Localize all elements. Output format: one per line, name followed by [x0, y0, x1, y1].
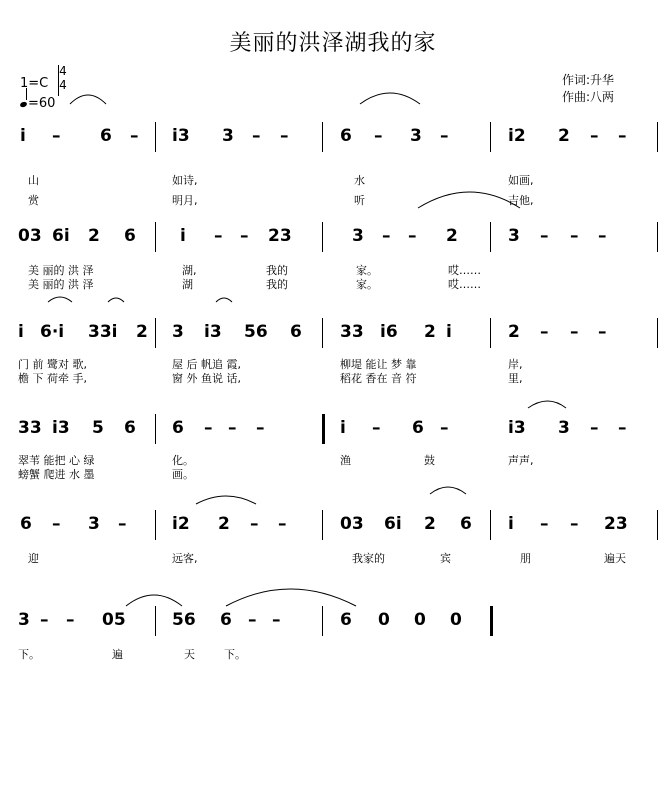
note: i — [446, 322, 452, 342]
note: – — [204, 418, 213, 438]
lyric-line-2: 我的 — [266, 278, 288, 291]
note: 05 — [102, 610, 126, 630]
note: i2 — [508, 126, 526, 146]
note: – — [278, 514, 287, 534]
note: – — [540, 514, 549, 534]
slur — [216, 298, 232, 302]
note: – — [52, 126, 61, 146]
slur — [70, 95, 106, 104]
note: – — [250, 514, 259, 534]
note: 0 — [378, 610, 390, 630]
bar-line — [322, 318, 323, 348]
note: i — [180, 226, 186, 246]
lyric-line-1: 山 — [28, 174, 39, 187]
note: – — [440, 126, 449, 146]
note: – — [280, 126, 289, 146]
slur — [196, 496, 256, 504]
lyric-line-1: 门 前 鹭对 歌, — [18, 358, 87, 371]
note: – — [248, 610, 257, 630]
lyric-line-2: 檐 下 荷牵 手, — [18, 372, 87, 385]
note: 2 — [558, 126, 570, 146]
time-signature-bottom: 4 — [59, 78, 67, 92]
note: 6 — [412, 418, 424, 438]
note: – — [598, 226, 607, 246]
lyric-line-1: 家。 — [356, 264, 378, 277]
key-signature: 1=C — [20, 76, 49, 91]
bar-line — [657, 318, 658, 348]
lyric-line-2: 美 丽的 洪 泽 — [28, 278, 94, 291]
note: – — [118, 514, 127, 534]
note: 3 — [18, 610, 30, 630]
lyric-line-2: 螃蟹 爬进 水 墨 — [18, 468, 95, 481]
note: i6 — [380, 322, 398, 342]
note: – — [540, 322, 549, 342]
lyric-line-1: 我家的 — [352, 552, 385, 565]
lyric-line-1: 屋 后 帆追 霞, — [172, 358, 241, 371]
slur — [226, 589, 356, 606]
lyric-line-1: 渔 — [340, 454, 351, 467]
note: – — [374, 126, 383, 146]
bar-line — [657, 510, 658, 540]
lyric-line-1: 湖, — [182, 264, 197, 277]
note: 2 — [218, 514, 230, 534]
note: 6 — [124, 226, 136, 246]
note: – — [228, 418, 237, 438]
bar-line — [490, 122, 491, 152]
note: – — [618, 126, 627, 146]
note: 6i — [52, 226, 70, 246]
note: – — [252, 126, 261, 146]
note: 3 — [352, 226, 364, 246]
note: 3 — [558, 418, 570, 438]
bar-line — [657, 222, 658, 252]
tempo-value: =60 — [28, 96, 56, 111]
note: i3 — [172, 126, 190, 146]
slur — [108, 298, 124, 302]
note: 6 — [460, 514, 472, 534]
bar-line — [322, 222, 323, 252]
note: – — [590, 418, 599, 438]
note: 33 — [18, 418, 42, 438]
lyric-line-1: 化。 — [172, 454, 194, 467]
note: – — [240, 226, 249, 246]
note: 3 — [222, 126, 234, 146]
double-bar-line — [322, 414, 325, 444]
tempo-marking — [20, 96, 55, 111]
note: 2 — [446, 226, 458, 246]
note: 6 — [100, 126, 112, 146]
note: 23 — [268, 226, 292, 246]
bar-line — [155, 222, 156, 252]
note: – — [272, 610, 281, 630]
slur — [48, 297, 72, 302]
note: 3 — [410, 126, 422, 146]
note: 6 — [220, 610, 232, 630]
slur — [528, 401, 566, 408]
lyric-line-1: 我的 — [266, 264, 288, 277]
note: 6i — [384, 514, 402, 534]
slur — [360, 93, 420, 104]
lyric-line-1: 朋 — [520, 552, 531, 565]
note: – — [40, 610, 49, 630]
note: 2 — [136, 322, 148, 342]
note: – — [382, 226, 391, 246]
note: 6·i — [40, 322, 65, 342]
lyric-line-2: 稻花 香在 音 符 — [340, 372, 417, 385]
note: – — [130, 126, 139, 146]
note: 6 — [172, 418, 184, 438]
note: i2 — [172, 514, 190, 534]
note: – — [52, 514, 61, 534]
note: 33i — [88, 322, 118, 342]
time-signature — [58, 64, 68, 92]
note: 2 — [508, 322, 520, 342]
bar-line — [490, 510, 491, 540]
lyric-line-1: 岸, — [508, 358, 523, 371]
lyric-line-1: 下。 — [18, 648, 40, 661]
quarter-note-icon — [19, 101, 27, 108]
bar-line — [155, 606, 156, 636]
lyric-line-1: 遍 — [112, 648, 123, 661]
double-bar-line — [490, 606, 493, 636]
note: 03 — [18, 226, 42, 246]
note: 33 — [340, 322, 364, 342]
lyric-line-1: 迎 — [28, 552, 39, 565]
note: – — [408, 226, 417, 246]
bar-line — [657, 122, 658, 152]
note: 56 — [172, 610, 196, 630]
bar-line — [490, 222, 491, 252]
lyric-line-2: 家。 — [356, 278, 378, 291]
lyric-line-1: 如诗, — [172, 174, 198, 187]
lyric-line-2: 里, — [508, 372, 523, 385]
lyric-line-1: 如画, — [508, 174, 534, 187]
lyric-line-2: 听 — [354, 194, 365, 207]
note: 3 — [88, 514, 100, 534]
lyric-line-2: 明月, — [172, 194, 198, 207]
lyric-line-1: 远客, — [172, 552, 198, 565]
note: 5 — [92, 418, 104, 438]
lyric-line-2: 窗 外 鱼说 话, — [172, 372, 241, 385]
bar-line — [155, 510, 156, 540]
lyric-line-1: 翠苇 能把 心 绿 — [18, 454, 95, 467]
lyric-line-1: 宾 — [440, 552, 451, 565]
note: i3 — [204, 322, 222, 342]
lyricist: 作词:升华 — [562, 73, 615, 87]
note: 3 — [172, 322, 184, 342]
note: 6 — [20, 514, 32, 534]
lyric-line-1: 遍天 — [604, 552, 626, 565]
bar-line — [322, 122, 323, 152]
note: – — [214, 226, 223, 246]
note: 23 — [604, 514, 628, 534]
note: – — [570, 514, 579, 534]
lyric-line-2: 赏 — [28, 194, 39, 207]
note: 2 — [88, 226, 100, 246]
note: i — [18, 322, 24, 342]
lyric-line-2: 吉他, — [508, 194, 534, 207]
note: – — [440, 418, 449, 438]
lyric-line-1: 柳堤 能让 梦 靠 — [340, 358, 417, 371]
note: 6 — [290, 322, 302, 342]
note: 3 — [508, 226, 520, 246]
note: – — [570, 322, 579, 342]
bar-line — [322, 606, 323, 636]
note: 6 — [340, 126, 352, 146]
note: i — [340, 418, 346, 438]
bar-line — [155, 122, 156, 152]
song-title: 美丽的洪泽湖我的家 — [229, 31, 437, 56]
lyric-line-1: 鼓 — [424, 454, 435, 467]
lyric-line-2: 湖 — [182, 278, 193, 291]
bar-line — [322, 510, 323, 540]
lyric-line-1: 天 — [184, 648, 195, 661]
note: 56 — [244, 322, 268, 342]
note: – — [256, 418, 265, 438]
note: 2 — [424, 322, 436, 342]
note: 2 — [424, 514, 436, 534]
lyric-line-1: 下。 — [224, 648, 246, 661]
note: – — [570, 226, 579, 246]
note: – — [540, 226, 549, 246]
note: i3 — [52, 418, 70, 438]
note: – — [618, 418, 627, 438]
slur — [430, 487, 466, 494]
lyric-line-2: 哎…… — [448, 278, 481, 291]
note: i3 — [508, 418, 526, 438]
credits — [562, 72, 614, 106]
note: – — [372, 418, 381, 438]
bar-line — [490, 318, 491, 348]
note: 6 — [340, 610, 352, 630]
lyric-line-1: 美 丽的 洪 泽 — [28, 264, 94, 277]
lyric-line-1: 哎…… — [448, 264, 481, 277]
note: 03 — [340, 514, 364, 534]
slur — [126, 595, 182, 606]
note: – — [66, 610, 75, 630]
bar-line — [155, 414, 156, 444]
note: – — [590, 126, 599, 146]
slur — [418, 192, 520, 208]
note: i — [20, 126, 26, 146]
lyric-line-1: 水 — [354, 174, 365, 187]
note: i — [508, 514, 514, 534]
bar-line — [155, 318, 156, 348]
time-signature-top: 4 — [59, 64, 67, 78]
note: – — [598, 322, 607, 342]
composer: 作曲:八两 — [562, 90, 615, 104]
note: 0 — [414, 610, 426, 630]
note: 0 — [450, 610, 462, 630]
lyric-line-2: 画。 — [172, 468, 194, 481]
lyric-line-1: 声声, — [508, 454, 534, 467]
note: 6 — [124, 418, 136, 438]
